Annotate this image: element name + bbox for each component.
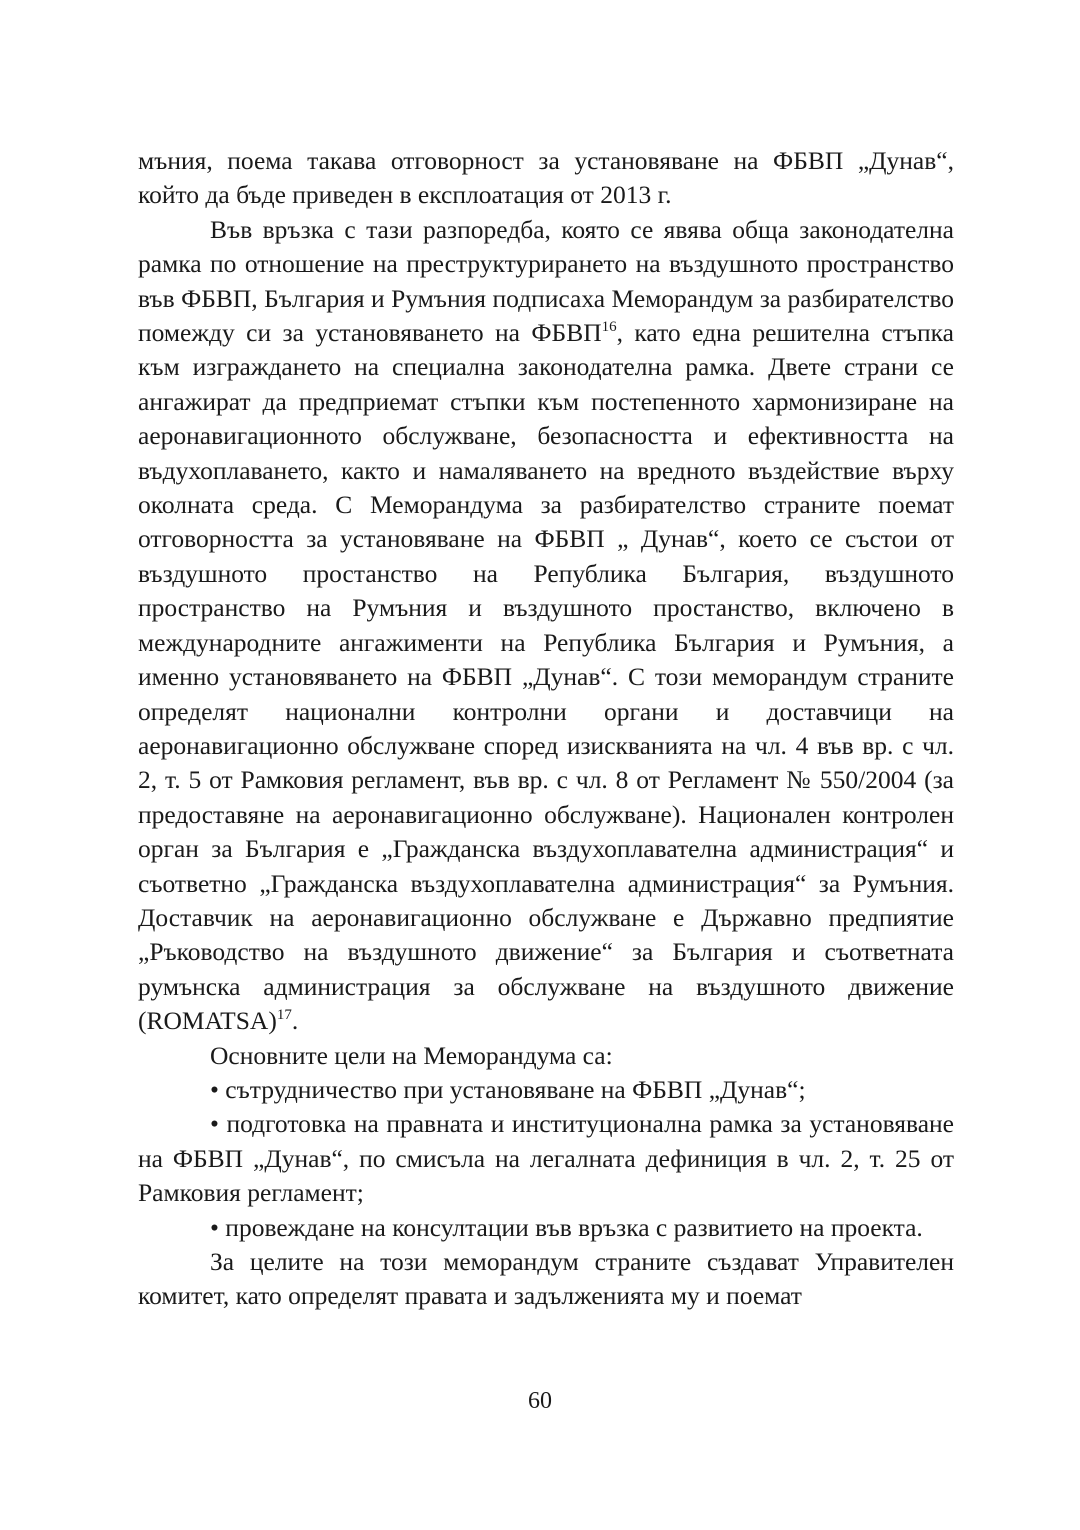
paragraph-goals-intro [138,1039,954,1073]
paragraph-text: Във връзка с тази разпоредба, която се явява обща законодателна рамка по отношение на преструктурирането на въздушното пространство във ФБВП, България и Румъния подписаха Меморандум за разбирателство помежду си за установяването на ФБВП [138,214,954,348]
paragraph-text: мъния, поема такава отговорност за установяване на ФБВП „Дунав“, който да бъде приведен в експлоатация от 2013 г. [138,146,954,210]
paragraph-text: За целите на този меморандум страните създават Управителен комитет, като определят правата и задълженията му и поемат [138,1247,954,1311]
paragraph-committee [138,1245,954,1314]
footnote-ref-17[interactable]: 17 [276,1006,292,1023]
paragraph-text: Основните цели на Меморандума са: [210,1040,613,1070]
footnote-ref-16[interactable]: 16 [601,318,617,335]
paragraph-continuation [138,144,954,213]
page-number: 60 [528,1388,552,1414]
paragraph-text-end: . [291,1006,299,1036]
list-item-text: • провеждане на консултации във връзка с развитието на проекта. [210,1212,923,1242]
list-item-framework [138,1107,954,1210]
list-item-text: • подготовка на правната и институционална рамка за установяване на ФБВП „Дунав“, по смисъла на легалната дефиниция в чл. 2, т. 25 от Рамковия регламент; [138,1109,954,1208]
list-item-text: • сътрудничество при установяване на ФБВП „Дунав“; [210,1074,806,1104]
list-item-cooperation [138,1073,954,1107]
paragraph-text-cont: , като една решителна стъпка към изграждането на специална законодателна рамка. Двете страни се ангажират да предприемат стъпки към постепенното хармонизиране на аеронавигационното обслужване, безопасността и ефективността на въдухоплаването, както и намаляването на вредното въздействие върху околната среда. С Меморандума за разбирателство страните поемат отговорността за установяване на ФБВП „ Дунав“, което се състои от въздушното простанство на Република България, въздушното пространство на Румъния и въздушното простанство, включено в международните ангажименти на Република България и Румъния, а именно установяването на ФБВП „Дунав“. С този меморандум страните определят национални контролни органи и доставчици на аеронавигационно обслужване според изискванията на чл. 4 във вр. с чл. 2, т. 5 от Рамковия регламент, във вр. с чл. 8 от Регламент № 550/2004 (за предоставяне на аеронавигационно обслужване). Национален контролен орган за България е „Гражданска въздухоплавателна администрация“ и съответно „Гражданска въздухоплавателна администрация“ за Румъния. Доставчик на аеронавигационно обслужване е Държавно предпиятие „Ръководство на въздушното движение“ за България и съответната румънска администрация за обслужване на въздушното движение (ROMATSA) [138,318,954,1036]
list-item-consultations [138,1211,954,1245]
body-text [138,144,954,1314]
paragraph-memorandum [138,213,954,1039]
